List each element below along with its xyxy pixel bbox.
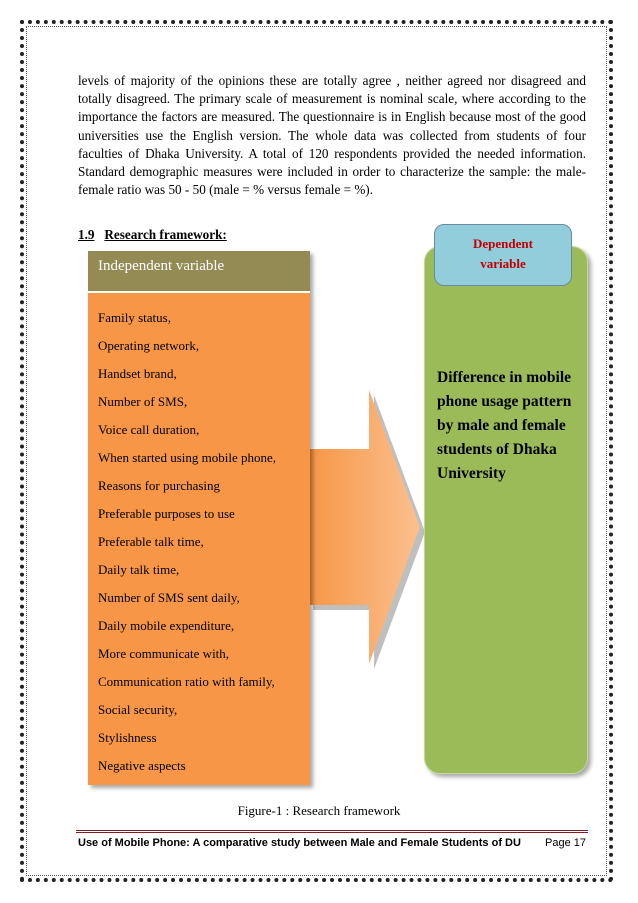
dependent-variable-box [424, 246, 588, 774]
list-item: Social security, [98, 702, 178, 717]
list-item: Operating network, [98, 338, 200, 353]
list-item: Family status, [98, 310, 171, 325]
footer-title: Use of Mobile Phone: A comparative study between Male and Female Students of DU [78, 837, 521, 849]
independent-variable-list [98, 304, 303, 780]
page-footer [78, 837, 586, 849]
list-item: Number of SMS, [98, 394, 188, 409]
list-item: When started using mobile phone, [98, 450, 276, 465]
body-paragraph: levels of majority of the opinions these are totally agree , neither agreed nor disagreed and totally disagreed. The primary scale of measurement is nominal scale, where according to the importance the factors are measured. The questionnaire is in English because most of the good universities use the English version. The whole data was collected from students of four faculties of Dhaka University. A total of 120 respondents provided the needed information. Standard demographic measures were included in order to characterize the sample: the male-female ratio was 50 - 50 (male = % versus female = %). [78, 73, 586, 198]
list-item: Negative aspects [98, 758, 186, 773]
section-title: Research framework: [104, 227, 227, 242]
dependent-label-line1: Dependent [473, 236, 533, 251]
list-item: Daily talk time, [98, 562, 180, 577]
list-item: More communicate with, [98, 646, 230, 661]
list-item: Preferable talk time, [98, 534, 204, 549]
arrow-shape [308, 390, 420, 664]
list-item: Daily mobile expenditure, [98, 618, 235, 633]
list-item: Number of SMS sent daily, [98, 590, 240, 605]
dependent-variable-label [434, 224, 572, 286]
list-item: Voice call duration, [98, 422, 200, 437]
dependent-variable-text: Difference in mobile phone usage pattern by male and female students of Dhaka University [437, 369, 572, 482]
figure-caption: Figure-1 : Research framework [237, 803, 401, 818]
footer-rule [76, 830, 588, 833]
dependent-label-line2: variable [480, 256, 526, 271]
list-item: Communication ratio with family, [98, 674, 275, 689]
page-number: Page 17 [545, 837, 586, 849]
section-number: 1.9 [78, 227, 95, 242]
independent-variable-title: Independent variable [88, 251, 310, 293]
list-item: Preferable purposes to use [98, 506, 235, 521]
list-item: Handset brand, [98, 366, 177, 381]
list-item: Reasons for purchasing [98, 478, 221, 493]
list-item: Stylishness [98, 730, 157, 745]
